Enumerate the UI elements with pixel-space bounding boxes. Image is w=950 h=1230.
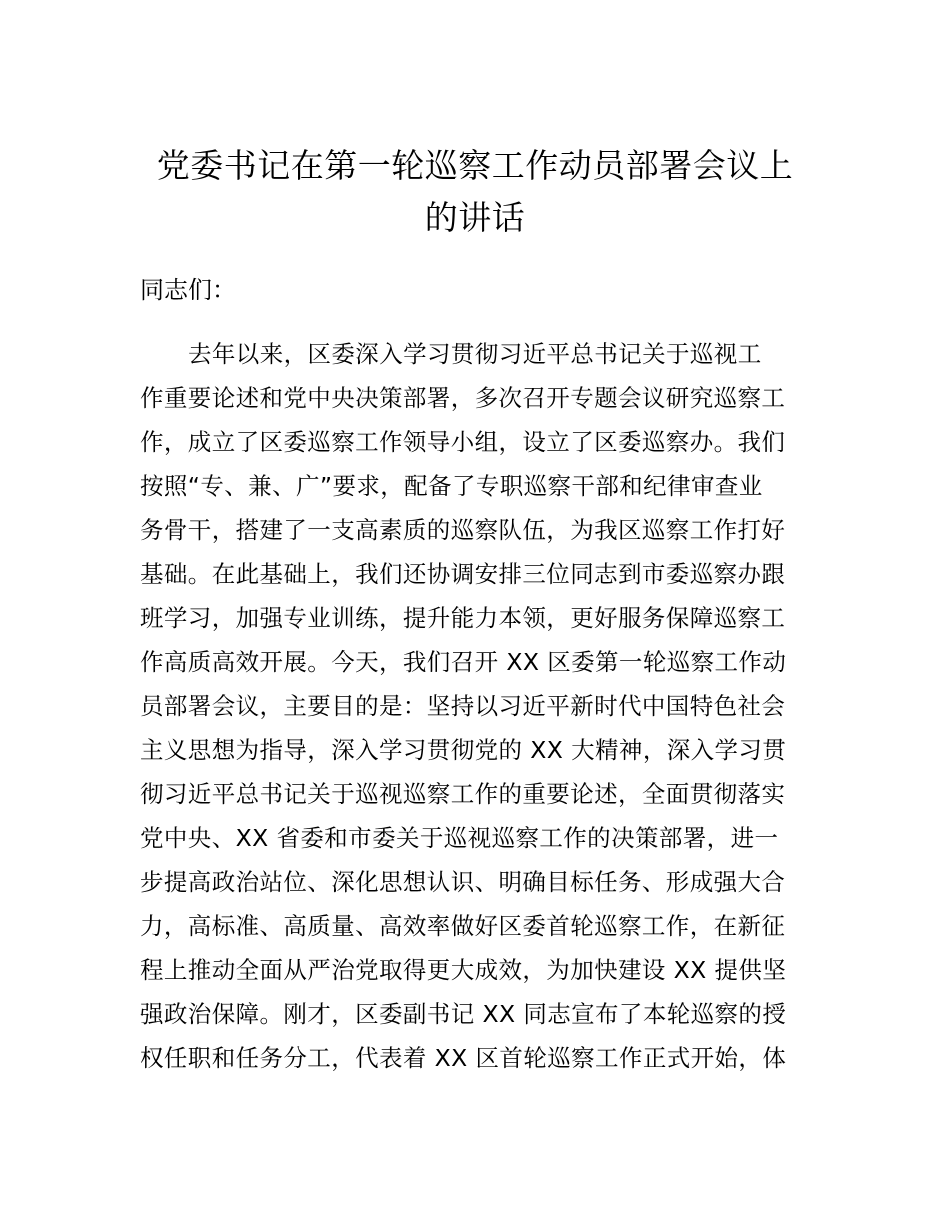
- paragraph-line: 基础。在此基础上，我们还协调安排三位同志到市委巡察办跟: [140, 560, 786, 588]
- paragraph-line: 主义思想为指导，深入学习贯彻党的 XX 大精神，深入学习贯: [140, 736, 787, 764]
- title-line-1: 党委书记在第一轮巡察工作动员部署会议上: [156, 146, 794, 185]
- paragraph-line: 班学习，加强专业训练，提升能力本领，更好服务保障巡察工: [140, 604, 786, 632]
- paragraph-line: 作高质高效开展。今天，我们召开 XX 区委第一轮巡察工作动: [140, 648, 787, 676]
- paragraph-line: 作，成立了区委巡察工作领导小组，设立了区委巡察办。我们: [140, 428, 786, 456]
- body-paragraph: [140, 332, 820, 1080]
- paragraph-line: 彻习近平总书记关于巡视巡察工作的重要论述，全面贯彻落实: [140, 780, 786, 808]
- salutation: 同志们：: [140, 276, 236, 304]
- paragraph-line: 务骨干，搭建了一支高素质的巡察队伍，为我区巡察工作打好: [140, 516, 786, 544]
- paragraph-line: 力，高标准、高质量、高效率做好区委首轮巡察工作，在新征: [140, 912, 786, 940]
- paragraph-line: 员部署会议，主要目的是：坚持以习近平新时代中国特色社会: [140, 692, 786, 720]
- title-line-2: 的讲话: [424, 198, 526, 237]
- document-title: [140, 140, 810, 244]
- paragraph-line: 按照“专、兼、广”要求，配备了专职巡察干部和纪律审查业: [140, 472, 763, 500]
- paragraph-line: 作重要论述和党中央决策部署，多次召开专题会议研究巡察工: [140, 384, 786, 412]
- paragraph-line: 权任职和任务分工，代表着 XX 区首轮巡察工作正式开始，体: [140, 1044, 787, 1072]
- paragraph-line: 党中央、XX 省委和市委关于巡视巡察工作的决策部署，进一: [140, 824, 779, 852]
- paragraph-line: 去年以来，区委深入学习贯彻习近平总书记关于巡视工: [188, 340, 762, 368]
- paragraph-line: 强政治保障。刚才，区委副书记 XX 同志宣布了本轮巡察的授: [140, 1000, 787, 1028]
- paragraph-line: 步提高政治站位、深化思想认识、明确目标任务、形成强大合: [140, 868, 786, 896]
- paragraph-line: 程上推动全面从严治党取得更大成效，为加快建设 XX 提供坚: [140, 956, 787, 984]
